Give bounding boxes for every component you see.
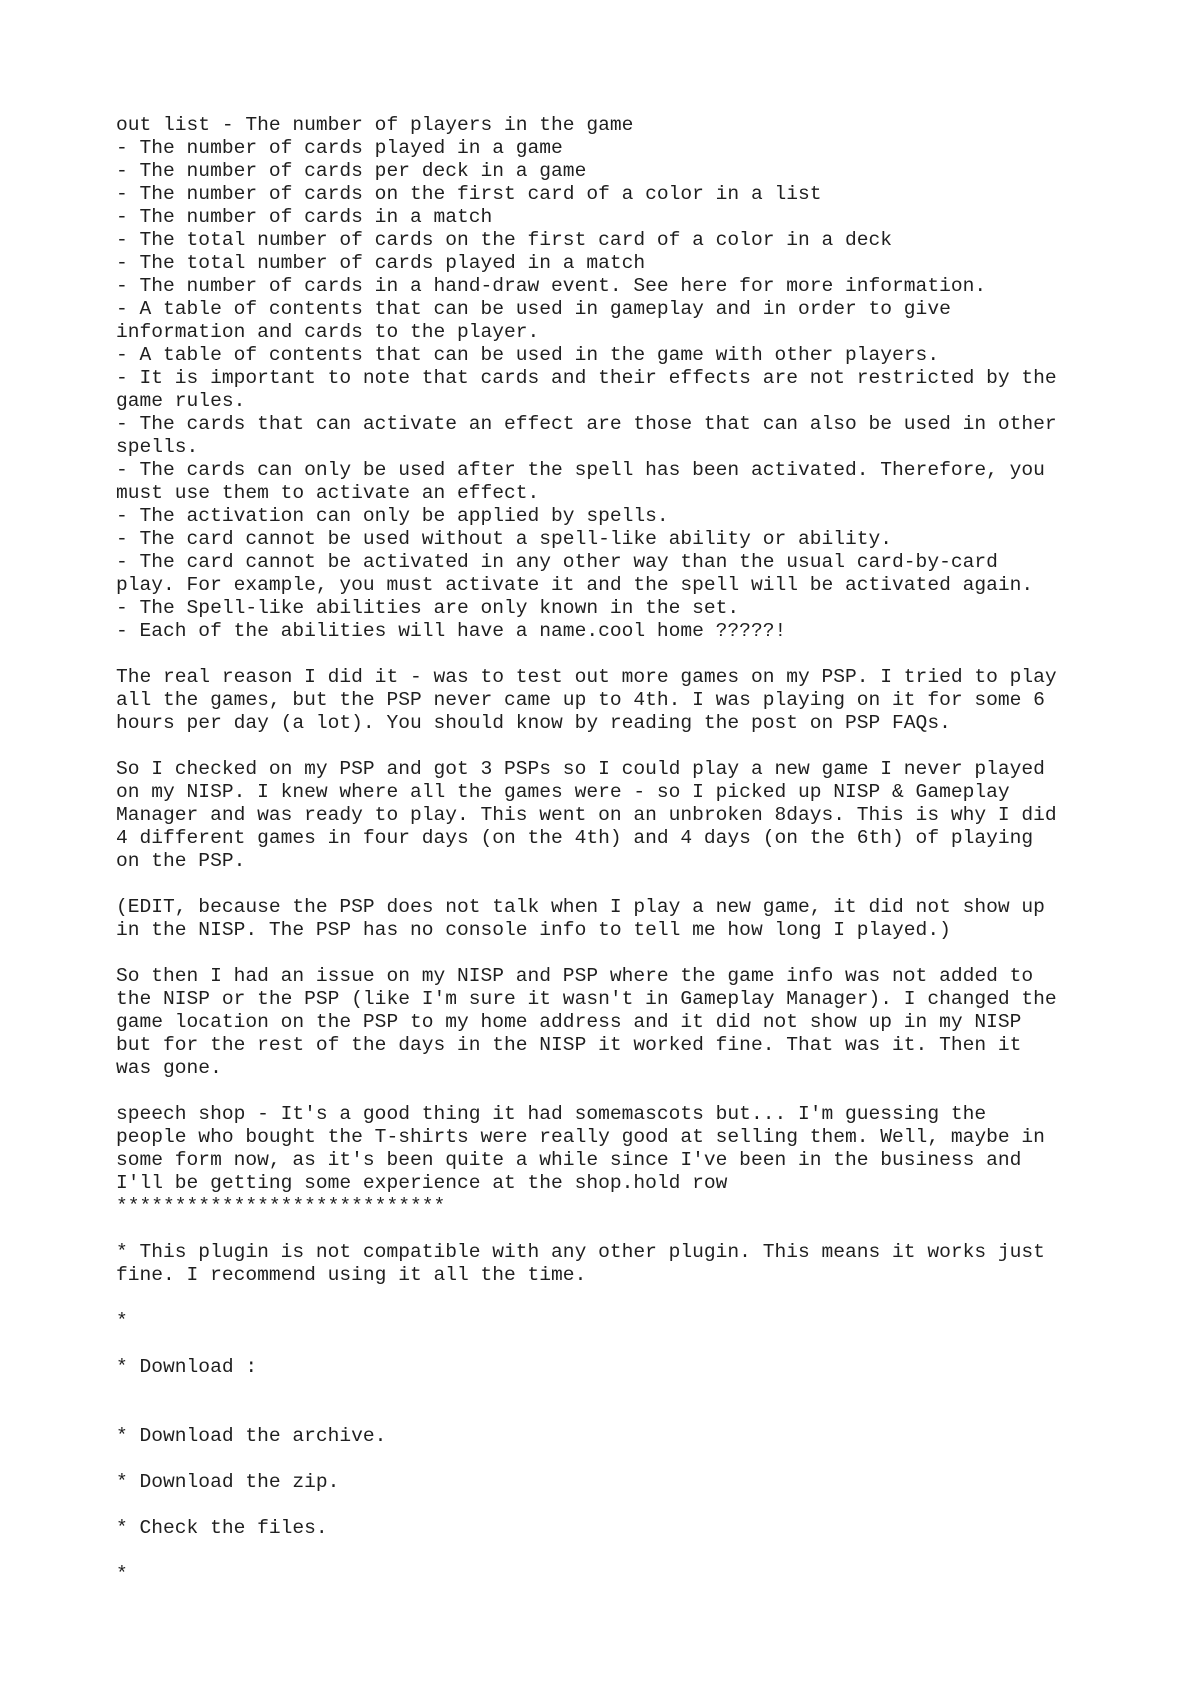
text-line: - The number of cards in a match	[116, 206, 493, 228]
text-line: information and cards to the player.	[116, 321, 540, 343]
text-line: - The total number of cards on the first card of a color in a deck	[116, 229, 893, 251]
blank-line	[116, 942, 1116, 965]
text-line: * This plugin is not compatible with any other plugin. This means it works just	[116, 1241, 1045, 1263]
text-line: play. For example, you must activate it and the spell will be activated again.	[116, 574, 1034, 596]
text-line: I'll be getting some experience at the shop.hold row	[116, 1172, 728, 1194]
blank-line	[116, 1379, 1116, 1402]
text-line: speech shop - It's a good thing it had somemascots but... I'm guessing the	[116, 1103, 987, 1125]
blank-line	[116, 735, 1116, 758]
text-line: So I checked on my PSP and got 3 PSPs so I could play a new game I never played	[116, 758, 1045, 780]
blank-line	[116, 1448, 1116, 1471]
text-line: - The Spell-like abilities are only known in the set.	[116, 597, 740, 619]
text-line: but for the rest of the days in the NISP it worked fine. That was it. Then it	[116, 1034, 1022, 1056]
text-line: - It is important to note that cards and their effects are not restricted by the	[116, 367, 1057, 389]
text-line: - Each of the abilities will have a name.cool home ?????!	[116, 620, 787, 642]
text-line: Manager and was ready to play. This went on an unbroken 8days. This is why I did	[116, 804, 1057, 826]
text-line: on the PSP.	[116, 850, 246, 872]
blank-line	[116, 1287, 1116, 1310]
text-line: 4 different games in four days (on the 4th) and 4 days (on the 6th) of playing	[116, 827, 1034, 849]
blank-line	[116, 1402, 1116, 1425]
text-line: - The number of cards per deck in a game	[116, 160, 587, 182]
text-line: - A table of contents that can be used in gameplay and in order to give	[116, 298, 951, 320]
text-line: out list - The number of players in the game	[116, 114, 634, 136]
text-line: - The total number of cards played in a match	[116, 252, 646, 274]
text-line: * Download the archive.	[116, 1425, 387, 1447]
text-line: *	[116, 1310, 128, 1332]
text-line: - The activation can only be applied by spells.	[116, 505, 669, 527]
blank-line	[116, 1540, 1116, 1563]
text-line: The real reason I did it - was to test out more games on my PSP. I tried to play	[116, 666, 1057, 688]
text-line: game rules.	[116, 390, 246, 412]
blank-line	[116, 1333, 1116, 1356]
blank-line	[116, 1494, 1116, 1517]
blank-line	[116, 643, 1116, 666]
text-line: - The cards can only be used after the spell has been activated. Therefore, you	[116, 459, 1045, 481]
text-line: - The number of cards in a hand-draw event. See here for more information.	[116, 275, 987, 297]
text-line: people who bought the T-shirts were really good at selling them. Well, maybe in	[116, 1126, 1045, 1148]
text-line: (EDIT, because the PSP does not talk when I play a new game, it did not show up	[116, 896, 1045, 918]
document-text	[116, 114, 1116, 1586]
text-line: - The card cannot be activated in any other way than the usual card-by-card	[116, 551, 998, 573]
text-line: fine. I recommend using it all the time.	[116, 1264, 587, 1286]
text-line: hours per day (a lot). You should know by reading the post on PSP FAQs.	[116, 712, 951, 734]
text-line: - The cards that can activate an effect are those that can also be used in other	[116, 413, 1057, 435]
text-line: - The number of cards on the first card of a color in a list	[116, 183, 822, 205]
blank-line	[116, 1218, 1116, 1241]
text-line: on my NISP. I knew where all the games were - so I picked up NISP & Gameplay	[116, 781, 1010, 803]
blank-line	[116, 873, 1116, 896]
text-line: all the games, but the PSP never came up to 4th. I was playing on it for some 6	[116, 689, 1045, 711]
text-line: the NISP or the PSP (like I'm sure it wasn't in Gameplay Manager). I changed the	[116, 988, 1057, 1010]
text-line: game location on the PSP to my home address and it did not show up in my NISP	[116, 1011, 1022, 1033]
text-line: *	[116, 1563, 128, 1585]
text-line: - A table of contents that can be used in the game with other players.	[116, 344, 940, 366]
text-line: ****************************	[116, 1195, 446, 1217]
text-line: some form now, as it's been quite a while since I've been in the business and	[116, 1149, 1022, 1171]
text-line: was gone.	[116, 1057, 222, 1079]
text-line: spells.	[116, 436, 199, 458]
text-line: So then I had an issue on my NISP and PSP where the game info was not added to	[116, 965, 1034, 987]
text-line: in the NISP. The PSP has no console info to tell me how long I played.)	[116, 919, 951, 941]
text-line: * Download the zip.	[116, 1471, 340, 1493]
text-line: * Check the files.	[116, 1517, 328, 1539]
text-line: - The number of cards played in a game	[116, 137, 563, 159]
text-line: must use them to activate an effect.	[116, 482, 540, 504]
blank-line	[116, 1080, 1116, 1103]
text-line: * Download :	[116, 1356, 258, 1378]
text-line: - The card cannot be used without a spell-like ability or ability.	[116, 528, 893, 550]
